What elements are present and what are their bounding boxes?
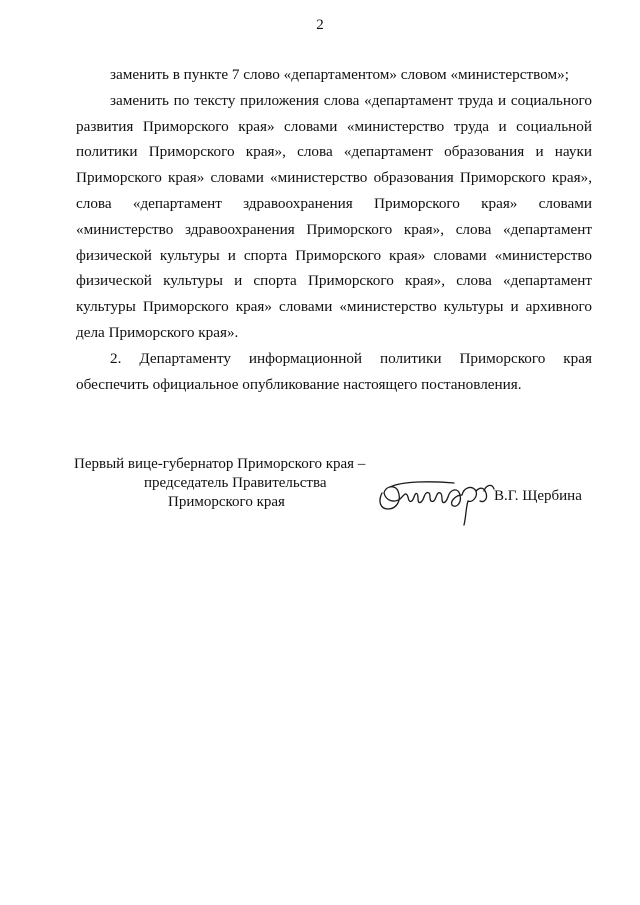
signer-title-line-1: Первый вице-губернатор Приморского края –	[74, 456, 366, 472]
paragraph-3: 2. Департаменту информационной политики Приморского края обеспечить официальное опубликование настоящего постановления.	[76, 349, 592, 393]
page-number: 2	[316, 17, 324, 33]
document-body	[76, 62, 592, 397]
signer-title-line-2: председатель Правительства	[144, 475, 327, 491]
handwritten-signature	[372, 473, 502, 533]
signer-name: В.Г. Щербина	[494, 488, 582, 504]
signature-block	[74, 455, 365, 512]
paragraph-2: заменить по тексту приложения слова «департамент труда и социального развития Приморского края» словами «министерство труда и социальной политики Приморского края», слова «департамент образования и науки Приморского края» словами «министерство образования Приморского края», слова «департамент здравоохранения Приморского края» словами «министерство здравоохранения Приморского края», слова «департамент физической культуры и спорта Приморского края» словами «министерство физической культуры и спорта Приморского края», слова «департамент культуры Приморского края» словами «министерство культуры и архивного дела Приморского края».	[76, 91, 592, 341]
signer-title-line-3: Приморского края	[168, 494, 285, 510]
paragraph-1: заменить в пункте 7 слово «департаментом» словом «министерством»;	[110, 66, 569, 83]
